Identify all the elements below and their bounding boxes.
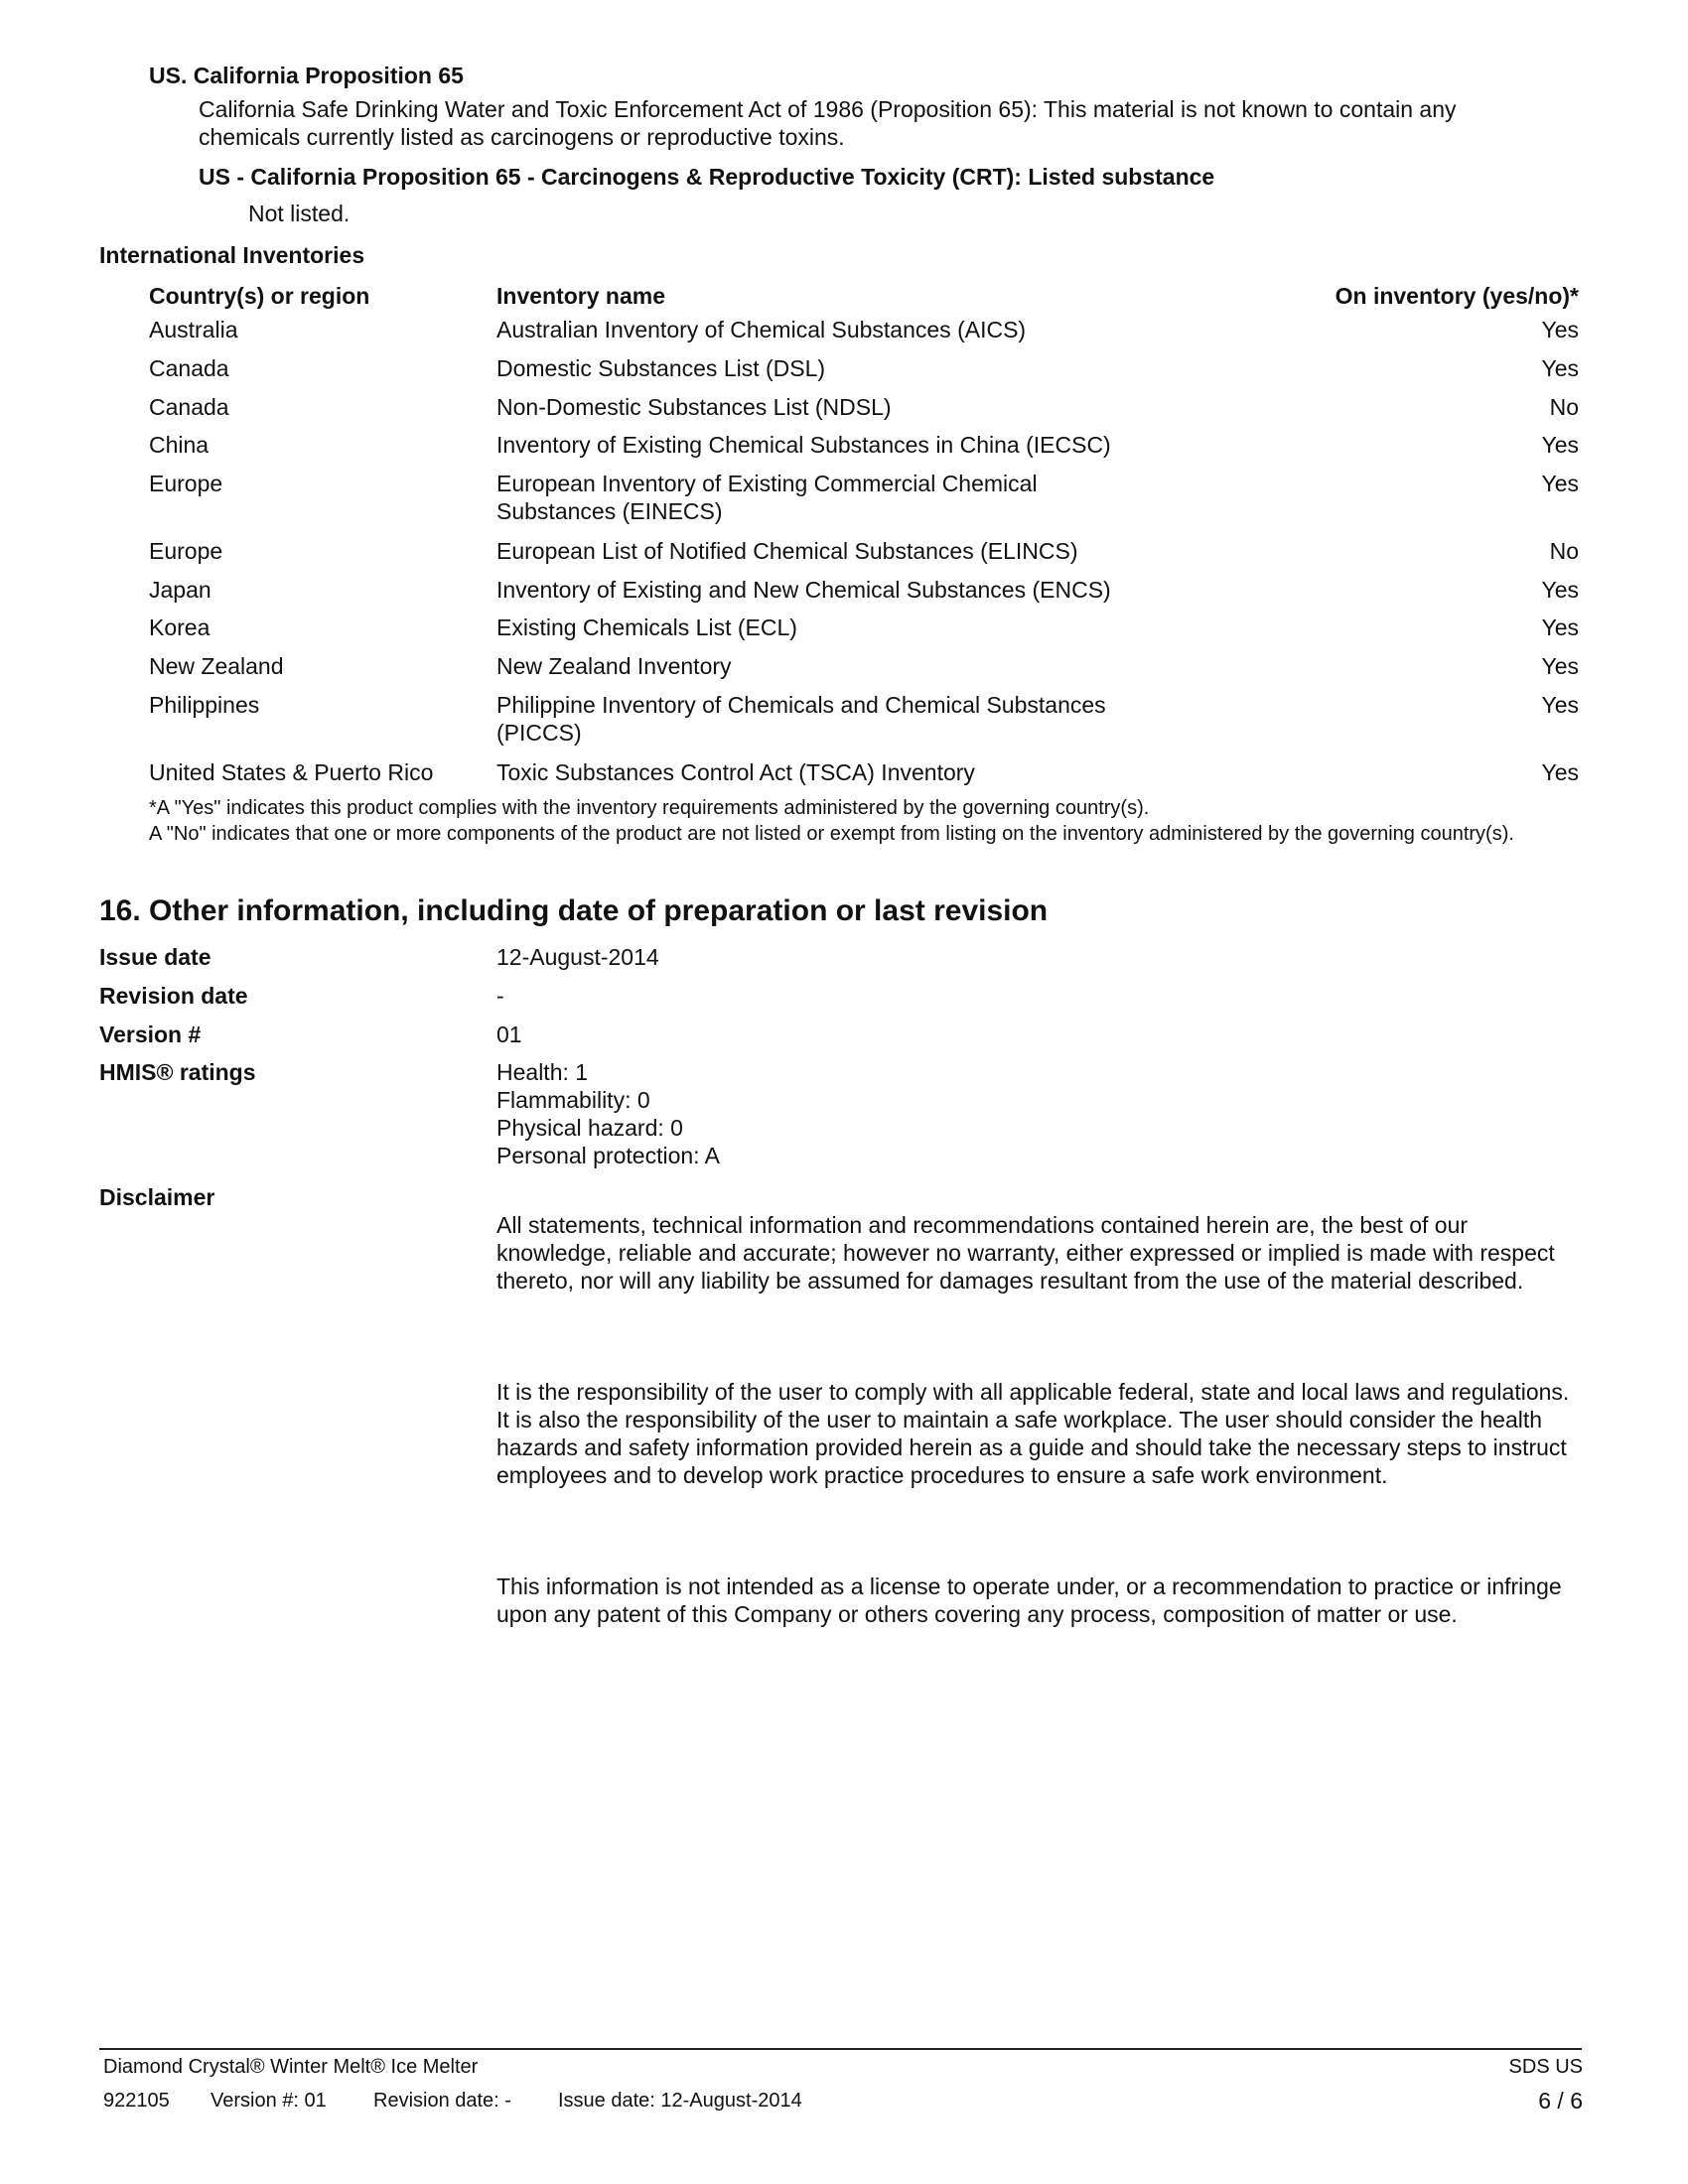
row-country: Australia <box>149 317 238 342</box>
row-inventory-name: Existing Chemicals List (ECL) <box>496 614 797 640</box>
table-row <box>149 393 1579 433</box>
footer-version: Version #: 01 <box>211 2090 327 2112</box>
table-row <box>149 470 1579 535</box>
revision-date-row <box>99 982 1579 1016</box>
row-country: China <box>149 432 210 458</box>
section-16-title: 16. Other information, including date of preparation or last revision <box>99 894 1049 927</box>
inventory-note-yes: *A "Yes" indicates this product complies with the inventory requirements administered by the governing country(s). <box>149 797 1150 819</box>
version-label: Version # <box>99 1022 202 1047</box>
row-country: Philippines <box>149 692 260 718</box>
table-row <box>149 614 1579 653</box>
column-header-inventory: Inventory name <box>496 283 665 309</box>
issue-date-value: 12-August-2014 <box>496 944 659 970</box>
issue-date-row <box>99 943 1579 977</box>
table-row <box>149 316 1579 355</box>
disclaimer-paragraph: This information is not intended as a license to operate under, or a recommendation to practice or infringe upon any patent of this Company or others covering any process, composition of matter or use. <box>496 1573 1562 1627</box>
row-on-inventory: No <box>1549 394 1579 420</box>
table-row <box>149 354 1579 394</box>
row-on-inventory: Yes <box>1541 759 1579 785</box>
table-row <box>149 576 1579 615</box>
table-row <box>149 758 1579 798</box>
table-row <box>149 431 1579 471</box>
table-row <box>149 691 1579 756</box>
row-on-inventory: Yes <box>1541 577 1579 603</box>
footer-product: Diamond Crystal® Winter Melt® Ice Melter <box>103 2056 479 2078</box>
row-country: Europe <box>149 471 223 496</box>
row-on-inventory: Yes <box>1541 471 1579 496</box>
hmis-row <box>99 1058 1579 1175</box>
version-value: 01 <box>496 1022 522 1047</box>
footer-rule <box>99 2048 1582 2050</box>
inventories-heading: International Inventories <box>99 242 365 268</box>
row-country: Europe <box>149 538 223 564</box>
row-on-inventory: No <box>1549 538 1579 564</box>
disclaimer-label: Disclaimer <box>99 1184 215 1210</box>
disclaimer-paragraph: All statements, technical information and recommendations contained herein are, the best of our knowledge, reliable and accurate; however no warranty, either expressed or implied is made with respect thereto, nor will any liability be assumed for damages resultant from the use of the material described. <box>496 1212 1555 1294</box>
prop65-subtext: Not listed. <box>248 201 351 226</box>
row-inventory-name: Domestic Substances List (DSL) <box>496 355 826 381</box>
footer-product-code: 922105 <box>103 2090 170 2112</box>
hmis-label: HMIS® ratings <box>99 1059 256 1085</box>
column-header-on-inventory: On inventory (yes/no)* <box>1335 283 1579 309</box>
disclaimer-text <box>496 1183 1579 1656</box>
row-inventory-name: European List of Notified Chemical Substances (ELINCS) <box>496 538 1078 564</box>
prop65-subheading: US - California Proposition 65 - Carcinogens & Reproductive Toxicity (CRT): Listed substance <box>199 164 1215 190</box>
row-country: United States & Puerto Rico <box>149 759 434 785</box>
row-on-inventory: Yes <box>1541 614 1579 640</box>
table-row <box>149 537 1579 577</box>
inventory-note-no: A "No" indicates that one or more components of the product are not listed or exempt from listing on the inventory administered by the governing country(s). <box>149 823 1514 845</box>
prop65-heading: US. California Proposition 65 <box>149 63 464 88</box>
row-country: Japan <box>149 577 211 603</box>
prop65-text: California Safe Drinking Water and Toxic Enforcement Act of 1986 (Proposition 65): This material is not known to contain any chemicals currently listed as carcinogens or reproductive toxins. <box>199 96 1457 150</box>
row-on-inventory: Yes <box>1541 692 1579 718</box>
row-on-inventory: Yes <box>1541 653 1579 679</box>
row-inventory-name: New Zealand Inventory <box>496 653 732 679</box>
row-on-inventory: Yes <box>1541 355 1579 381</box>
page-number: 6 / 6 <box>1538 2088 1583 2114</box>
version-row <box>99 1021 1579 1054</box>
row-inventory-name: Philippine Inventory of Chemicals and Chemical Substances (PICCS) <box>496 692 1106 746</box>
revision-date-label: Revision date <box>99 983 248 1009</box>
row-inventory-name: Toxic Substances Control Act (TSCA) Inventory <box>496 759 975 785</box>
row-country: Canada <box>149 355 229 381</box>
hmis-value: Health: 1 Flammability: 0 Physical hazard: 0 Personal protection: A <box>496 1059 721 1168</box>
footer-doc-type: SDS US <box>1508 2056 1583 2078</box>
disclaimer-paragraph: It is the responsibility of the user to comply with all applicable federal, state and local laws and regulations. It is also the responsibility of the user to maintain a safe workplace. The user should consider the health hazards and safety information provided herein as a guide and should take the necessary steps to instruct employees and to develop work practice procedures to ensure a safe work environment. <box>496 1379 1570 1488</box>
revision-date-value: - <box>496 983 504 1009</box>
row-on-inventory: Yes <box>1541 432 1579 458</box>
footer-issue-date: Issue date: 12-August-2014 <box>558 2090 802 2112</box>
row-inventory-name: Australian Inventory of Chemical Substances (AICS) <box>496 317 1027 342</box>
issue-date-label: Issue date <box>99 944 211 970</box>
row-country: New Zealand <box>149 653 284 679</box>
row-inventory-name: Inventory of Existing and New Chemical Substances (ENCS) <box>496 577 1111 603</box>
table-row <box>149 652 1579 692</box>
row-country: Canada <box>149 394 229 420</box>
column-header-country: Country(s) or region <box>149 283 370 309</box>
row-country: Korea <box>149 614 211 640</box>
row-inventory-name: European Inventory of Existing Commercial Chemical Substances (EINECS) <box>496 471 1038 524</box>
disclaimer-row <box>99 1183 1579 1627</box>
footer-revision: Revision date: - <box>373 2090 511 2112</box>
row-on-inventory: Yes <box>1541 317 1579 342</box>
row-inventory-name: Inventory of Existing Chemical Substances in China (IECSC) <box>496 432 1111 458</box>
row-inventory-name: Non-Domestic Substances List (NDSL) <box>496 394 892 420</box>
